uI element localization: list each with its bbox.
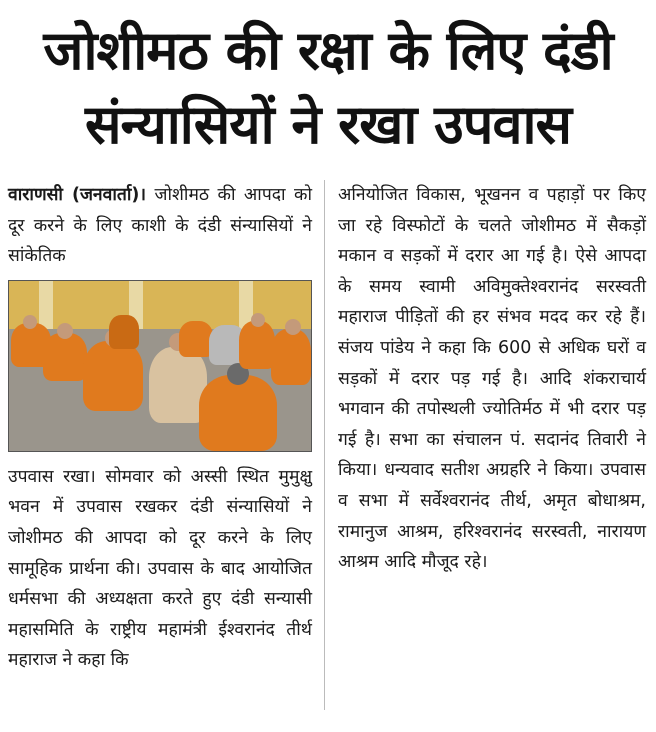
photo-person (199, 375, 277, 451)
article-column-left (8, 180, 312, 676)
photo-person-head (285, 319, 301, 335)
article-body-right: अनियोजित विकास, भूखनन व पहाड़ों पर किए जा रहे विस्फोटों के चलते जोशीमठ में सैकड़ों मकान व सड़कों में दरार आ गई है। ऐसे आपदा के समय स्वामी अविमुक्तेश्वरानंद सरस्वती महाराज पीड़ितों की हर संभव मदद कर रहे हैं। संजय पांडेय ने कहा कि 600 से अधिक घरों व सड़कों में दरार पड़ गई है। आदि शंकराचार्य भगवान की तपोस्थली ज्योतिर्मठ में भी दरार पड़ गई है। सभा का संचालन पं. सदानंद तिवारी ने किया। धन्यवाद सतीश अग्रहरि ने किया। उपवास व सभा में सर्वेश्वरानंद तीर्थ, अमृत बोधाश्रम, रामानुज आश्रम, हरिश्वरानंद सरस्वती, नारायण आश्रम आदि मौजूद रहे। (338, 185, 646, 573)
photo-person (43, 333, 87, 381)
article-intro-text: जोशीमठ की आपदा को दूर करने के लिए काशी के दंडी संन्यासियों ने सांकेतिक (8, 185, 312, 267)
headline-line-2: संन्यासियों ने रखा उपवास (85, 93, 571, 156)
article-intro (8, 180, 312, 272)
photo-person (109, 315, 139, 349)
photo-person (179, 321, 213, 357)
photo-person (271, 329, 311, 385)
article-column-right (338, 180, 646, 578)
photo-person (83, 341, 143, 411)
photo-pillar (39, 281, 53, 329)
headline (0, 14, 656, 162)
headline-line-1: जोशीमठ की रक्षा के लिए दंडी (43, 19, 613, 82)
seated-sanyasis-photo (8, 280, 312, 452)
dateline: वाराणसी (जनवार्ता)। (8, 185, 147, 205)
photo-person-head (57, 323, 73, 339)
column-divider (324, 180, 325, 710)
photo-person-head (23, 315, 37, 329)
photo-person-head (251, 313, 265, 327)
photo-person (239, 321, 275, 369)
article-body-left: उपवास रखा। सोमवार को अस्सी स्थित मुमुक्षु भवन में उपवास रखकर दंडी संन्यासियों ने जोशीमठ की आपदा को दूर करने के लिए सामूहिक प्रार्थना की। उपवास के बाद आयोजित धर्मसभा की अध्यक्षता करते हुए दंडी सन्यासी महासमिति के राष्ट्रीय महामंत्री ईश्वरानंद तीर्थ महाराज ने कहा कि (8, 466, 312, 671)
